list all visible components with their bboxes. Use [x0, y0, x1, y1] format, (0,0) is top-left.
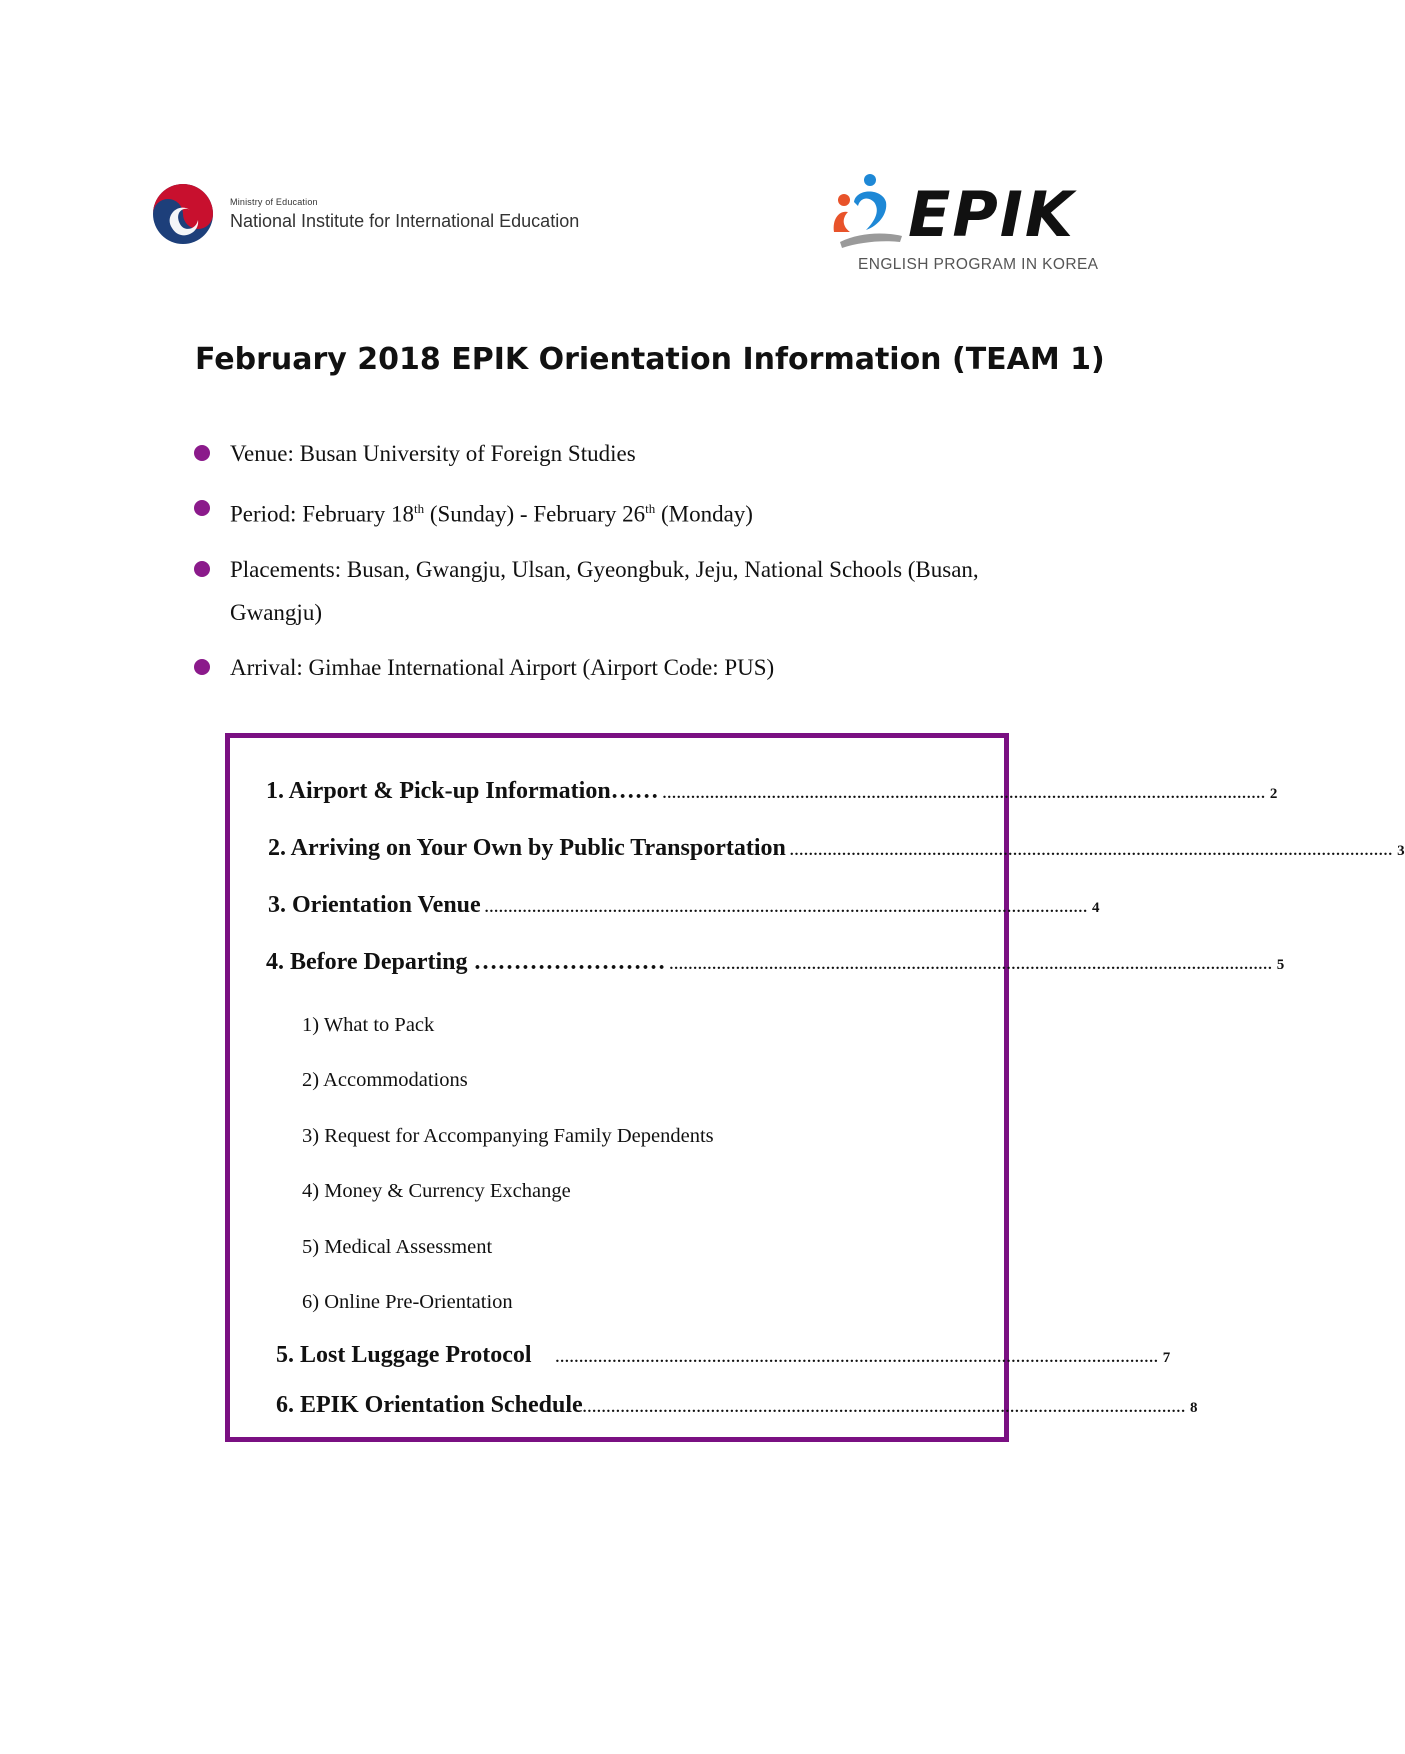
toc-item-before-departing[interactable] — [266, 949, 1285, 976]
toc-page-number: 3 — [1397, 843, 1405, 859]
bullet-dot-icon — [194, 659, 210, 675]
period-sup-2: th — [645, 501, 656, 516]
toc-item-label: 1. Airport & Pick-up Information…… — [266, 778, 659, 804]
epik-wordmark: EPIK — [908, 178, 1075, 251]
toc-page-number: 7 — [1162, 1350, 1171, 1366]
bullet-venue — [190, 432, 1070, 475]
toc-leader: ............................................................................................................................... — [669, 957, 1273, 973]
taegeuk-icon — [150, 176, 216, 252]
period-sup-1: th — [413, 501, 425, 516]
bullet-dot-icon — [194, 500, 210, 516]
bullet-dot-icon — [194, 561, 210, 577]
toc-item-public-transport[interactable] — [268, 835, 1405, 862]
bullet-dot-icon — [194, 445, 210, 461]
bullet-placements — [190, 548, 1070, 634]
toc-subitem-medical-assessment[interactable]: 5) Medical Assessment — [302, 1236, 493, 1258]
toc-leader: ............................................................................................................................... — [484, 900, 1088, 916]
placements-line-2: Gwangju) — [230, 599, 322, 625]
toc-leader: ............................................................................................................................... — [582, 1400, 1186, 1416]
toc-page-number: 2 — [1269, 786, 1278, 802]
page-title: February 2018 EPIK Orientation Information (TEAM 1) — [195, 342, 1105, 377]
toc-subitem-online-pre-orientation[interactable]: 6) Online Pre-Orientation — [302, 1291, 513, 1313]
epik-figure-icon — [830, 170, 910, 260]
toc-leader: ............................................................................................................................... — [662, 786, 1266, 802]
bullet-arrival — [190, 646, 1070, 689]
toc-page-number: 5 — [1276, 957, 1285, 973]
toc-page-number: 8 — [1189, 1400, 1198, 1416]
epik-logo — [830, 170, 1099, 280]
toc-leader: ............................................................................................................................... — [789, 843, 1394, 859]
table-of-contents — [225, 733, 1405, 1442]
info-bullet-list — [190, 432, 1070, 701]
toc-page-number: 4 — [1091, 900, 1100, 916]
period-text-c: (Monday) — [655, 501, 753, 527]
toc-subitem-family-dependents[interactable]: 3) Request for Accompanying Family Dependents — [302, 1125, 714, 1147]
toc-item-label: 3. Orientation Venue — [268, 892, 481, 918]
period-text-a: Period: February 18 — [230, 501, 414, 527]
arrival-text: Arrival: Gimhae International Airport (Airport Code: PUS) — [230, 654, 775, 680]
period-text-b: (Sunday) - February 26 — [424, 501, 646, 527]
toc-leader: ............................................................................................................................... — [555, 1350, 1159, 1366]
toc-item-schedule[interactable] — [276, 1392, 1198, 1419]
bullet-period — [190, 487, 1070, 536]
toc-item-label: 6. EPIK Orientation Schedule — [276, 1392, 583, 1418]
toc-item-label: 4. Before Departing …………………… — [266, 949, 666, 975]
page-header — [150, 170, 1099, 290]
toc-item-airport[interactable] — [266, 778, 1278, 805]
ministry-name: National Institute for International Education — [230, 210, 580, 231]
venue-text: Venue: Busan University of Foreign Studies — [230, 441, 636, 466]
toc-item-label: 5. Lost Luggage Protocol — [276, 1342, 532, 1368]
toc-subitem-accommodations[interactable]: 2) Accommodations — [302, 1069, 468, 1091]
placements-line-1: Placements: Busan, Gwangju, Ulsan, Gyeongbuk, Jeju, National Schools (Busan, — [230, 556, 979, 582]
epik-subtitle: ENGLISH PROGRAM IN KOREA — [858, 256, 1099, 273]
ministry-small-text: Ministry of Education — [230, 196, 318, 207]
toc-item-label: 2. Arriving on Your Own by Public Transportation — [268, 835, 786, 861]
toc-item-lost-luggage[interactable] — [276, 1342, 1171, 1369]
toc-subitem-what-to-pack[interactable]: 1) What to Pack — [302, 1014, 435, 1036]
ministry-logo — [150, 176, 579, 252]
toc-item-venue[interactable] — [268, 892, 1100, 919]
toc-subitem-money-exchange[interactable]: 4) Money & Currency Exchange — [302, 1180, 571, 1202]
